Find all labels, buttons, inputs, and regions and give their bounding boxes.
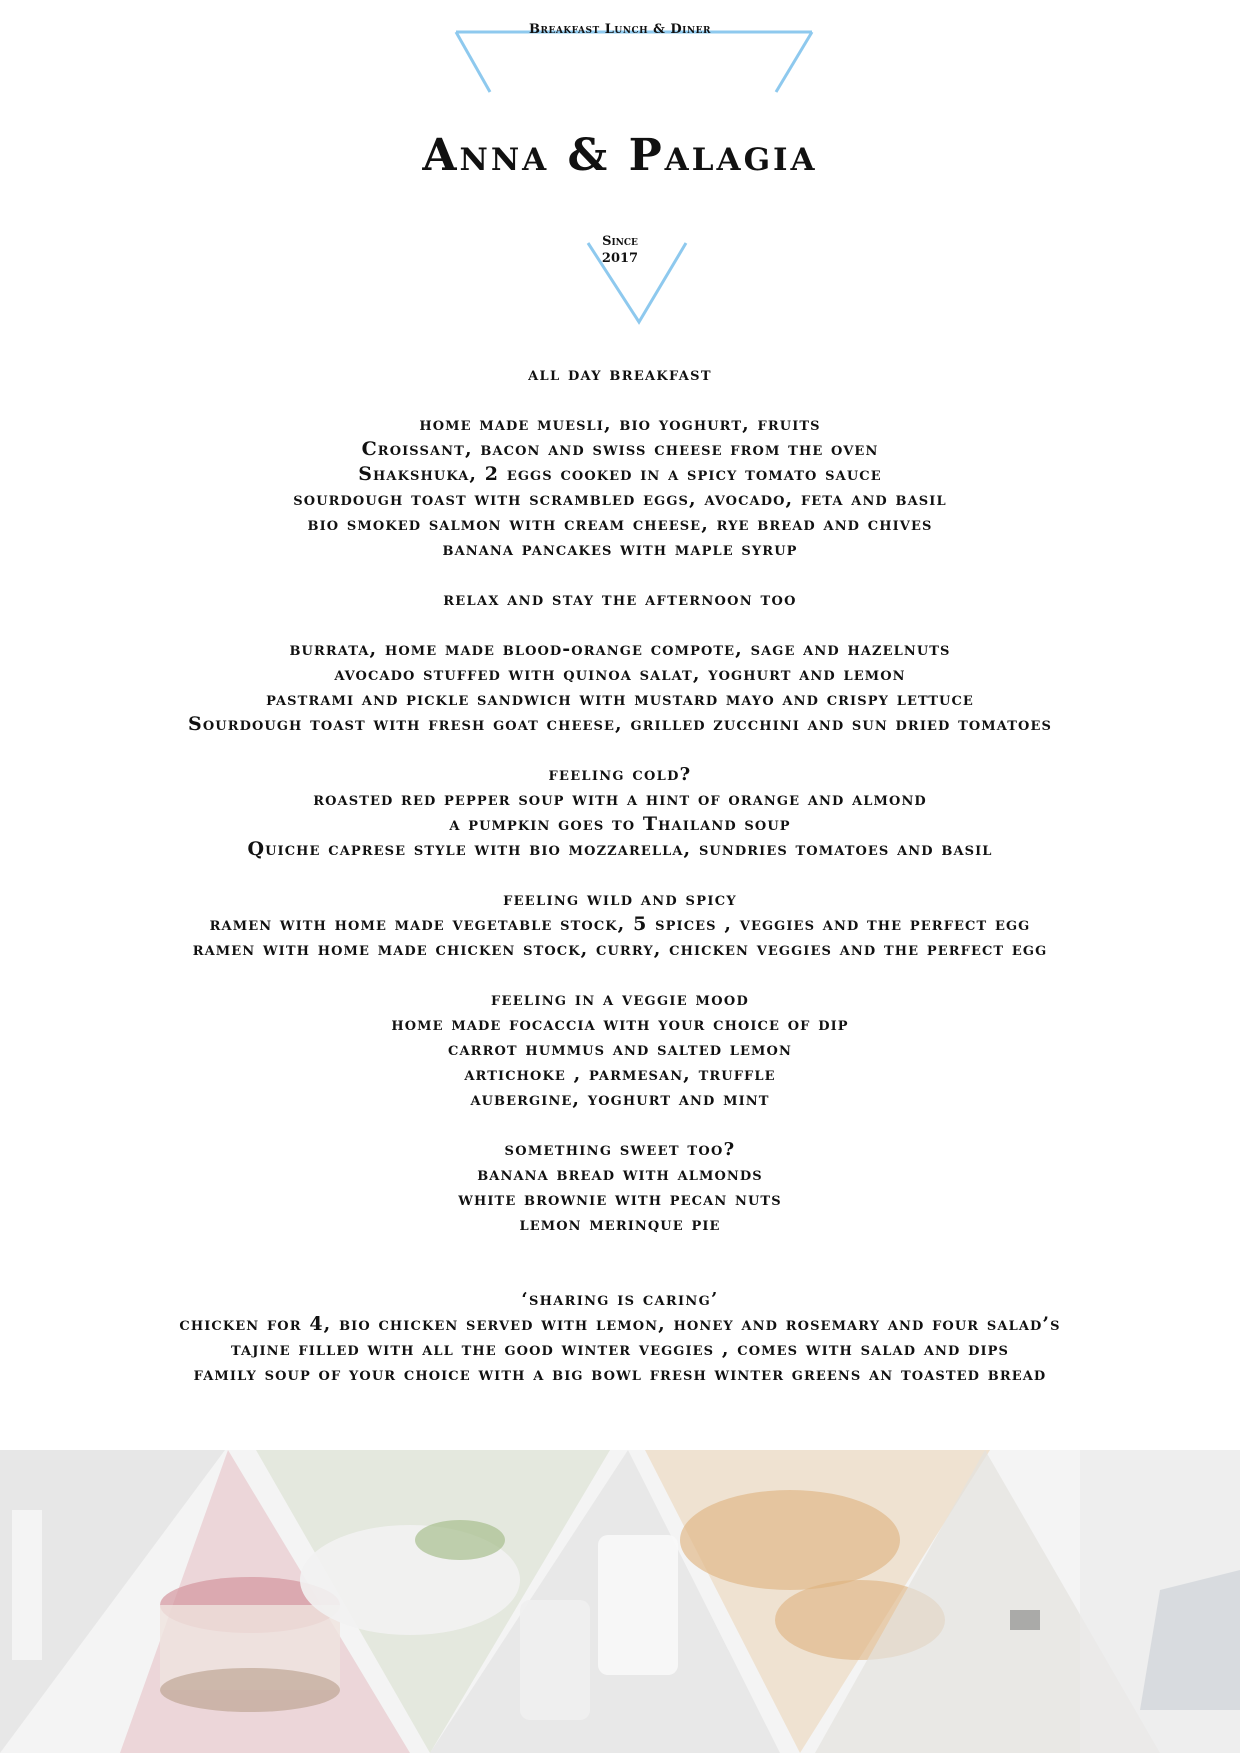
menu-item: banana pancakes with maple syrup: [442, 538, 798, 560]
section-heading: ‘sharing is caring’: [521, 1289, 719, 1310]
menu-item: avocado stuffed with quinoa salat, yoghurt and lemon: [334, 663, 906, 685]
menu-item: tajine filled with all the good winter veggies , comes with salad and dips: [230, 1338, 1009, 1360]
photo-collage: [0, 1450, 1240, 1753]
menu-section-cold: [0, 762, 1240, 862]
since-year: 2017: [601, 251, 639, 266]
menu-section-spicy: [0, 887, 1240, 962]
section-heading: all day breakfast: [528, 364, 712, 385]
section-heading: something sweet too?: [504, 1139, 736, 1160]
menu-item: burrata, home made blood-orange compote, sage and hazelnuts: [289, 638, 951, 660]
menu-item: Quiche caprese style with bio mozzarella, sundries tomatoes and basil: [247, 838, 993, 860]
menu-item: pastrami and pickle sandwich with mustard mayo and crispy lettuce: [266, 688, 974, 710]
tagline: Breakfast Lunch & Diner: [529, 22, 711, 37]
menu-item: bio smoked salmon with cream cheese, rye bread and chives: [307, 513, 933, 535]
since-badge: [0, 233, 1240, 267]
menu-item: a pumpkin goes to Thailand soup: [449, 813, 791, 835]
menu: [0, 362, 1240, 1387]
menu-item: artichoke , parmesan, truffle: [464, 1063, 776, 1085]
since-label: Since: [602, 234, 638, 249]
menu-item: home made muesli, bio yoghurt, fruits: [419, 413, 821, 435]
menu-item: family soup of your choice with a big bowl fresh winter greens an toasted bread: [193, 1363, 1047, 1385]
menu-item: white brownie with pecan nuts: [458, 1188, 782, 1210]
menu-item: ramen with home made chicken stock, curry, chicken veggies and the perfect egg: [192, 938, 1048, 960]
menu-item: lemon merinque pie: [519, 1213, 721, 1235]
menu-item: ramen with home made vegetable stock, 5 spices , veggies and the perfect egg: [209, 913, 1031, 935]
menu-item: home made focaccia with your choice of dip: [391, 1013, 849, 1035]
menu-item: chicken for 4, bio chicken served with lemon, honey and rosemary and four salad’s: [179, 1313, 1061, 1335]
section-heading: feeling cold?: [548, 764, 692, 785]
menu-section-breakfast: [0, 362, 1240, 562]
menu-item: roasted red pepper soup with a hint of orange and almond: [313, 788, 927, 810]
section-heading: relax and stay the afternoon too: [443, 589, 797, 610]
menu-section-afternoon: [0, 587, 1240, 737]
menu-item: carrot hummus and salted lemon: [448, 1038, 792, 1060]
menu-section-veggie: [0, 987, 1240, 1112]
top-chevron-icon: [456, 32, 490, 92]
menu-item: aubergine, yoghurt and mint: [470, 1088, 770, 1110]
restaurant-name: Anna & Palagia: [422, 130, 818, 181]
menu-item: Sourdough toast with fresh goat cheese, grilled zucchini and sun dried tomatoes: [188, 713, 1052, 735]
menu-item: Shakshuka, 2 eggs cooked in a spicy tomato sauce: [358, 463, 882, 485]
menu-section-sweet: [0, 1137, 1240, 1237]
section-heading: feeling in a veggie mood: [490, 989, 750, 1010]
section-heading: feeling wild and spicy: [503, 889, 737, 910]
menu-section-sharing: [0, 1287, 1240, 1387]
menu-item: Croissant, bacon and swiss cheese from the oven: [361, 438, 879, 460]
menu-item: sourdough toast with scrambled eggs, avocado, feta and basil: [293, 488, 947, 510]
menu-item: banana bread with almonds: [477, 1163, 763, 1185]
